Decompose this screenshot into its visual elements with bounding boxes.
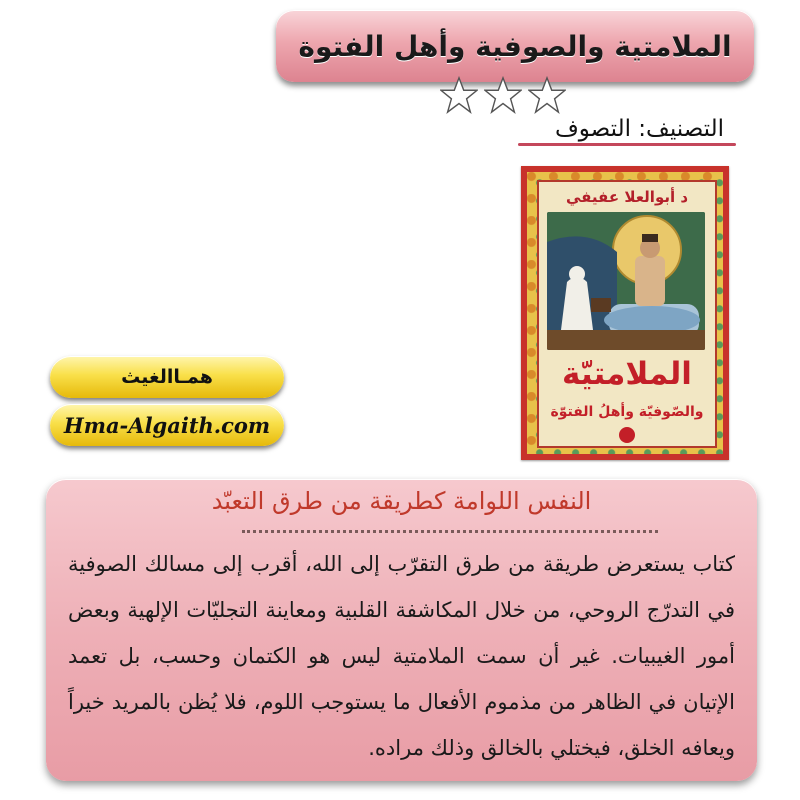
- star-icon: [528, 76, 566, 114]
- book-title: الملامتية والصوفية وأهل الفتوة: [298, 29, 732, 63]
- star-icon: [440, 76, 478, 114]
- cover-panel: [537, 180, 717, 448]
- description-heading: النفس اللوامة كطريقة من طرق التعبّد: [211, 487, 592, 515]
- category-label: التصنيف: التصوف: [554, 116, 724, 142]
- cover-subtitle: والصّوفيّة وأهلُ الفتوّة: [550, 404, 704, 420]
- category-underline: [518, 143, 736, 146]
- site-url-badge[interactable]: [50, 404, 284, 446]
- book-cover: [521, 166, 729, 460]
- cover-illustration: [547, 212, 705, 350]
- site-name-badge: [50, 356, 284, 398]
- publisher-logo-icon: [619, 427, 635, 443]
- cover-author: د أبوالعلا عفيفي: [565, 188, 689, 206]
- star-icon: [484, 76, 522, 114]
- rating-stars: [440, 76, 566, 114]
- cover-title: الملامتيّة: [562, 356, 692, 392]
- description-body: كتاب يستعرض طريقة من طرق التقرّب إلى الله، أقرب إلى مسالك الصوفية في التدرّج الروحي، من خلال المكاشفة القلبية ومعاينة التجليّات الإلهية وبعض أمور الغيبيات. غير أن سمت الملامتية ليس هو الكتمان وحسب، بل تعمد الإتيان في الظاهر من مذموم الأفعال ما يستوجب اللوم، فلا يُظن بالمريد خيراً ويعافه الخلق، فيختلي بالخالق وذلك مراده.: [68, 552, 735, 760]
- description-box: [46, 479, 757, 781]
- site-name: همـاالغيث: [121, 366, 213, 388]
- dotted-divider: [242, 530, 658, 533]
- title-banner: [276, 10, 754, 82]
- miniature-painting-icon: [547, 212, 705, 350]
- site-url[interactable]: Hma-Algaith.com: [63, 412, 271, 438]
- cover-border: [527, 172, 723, 454]
